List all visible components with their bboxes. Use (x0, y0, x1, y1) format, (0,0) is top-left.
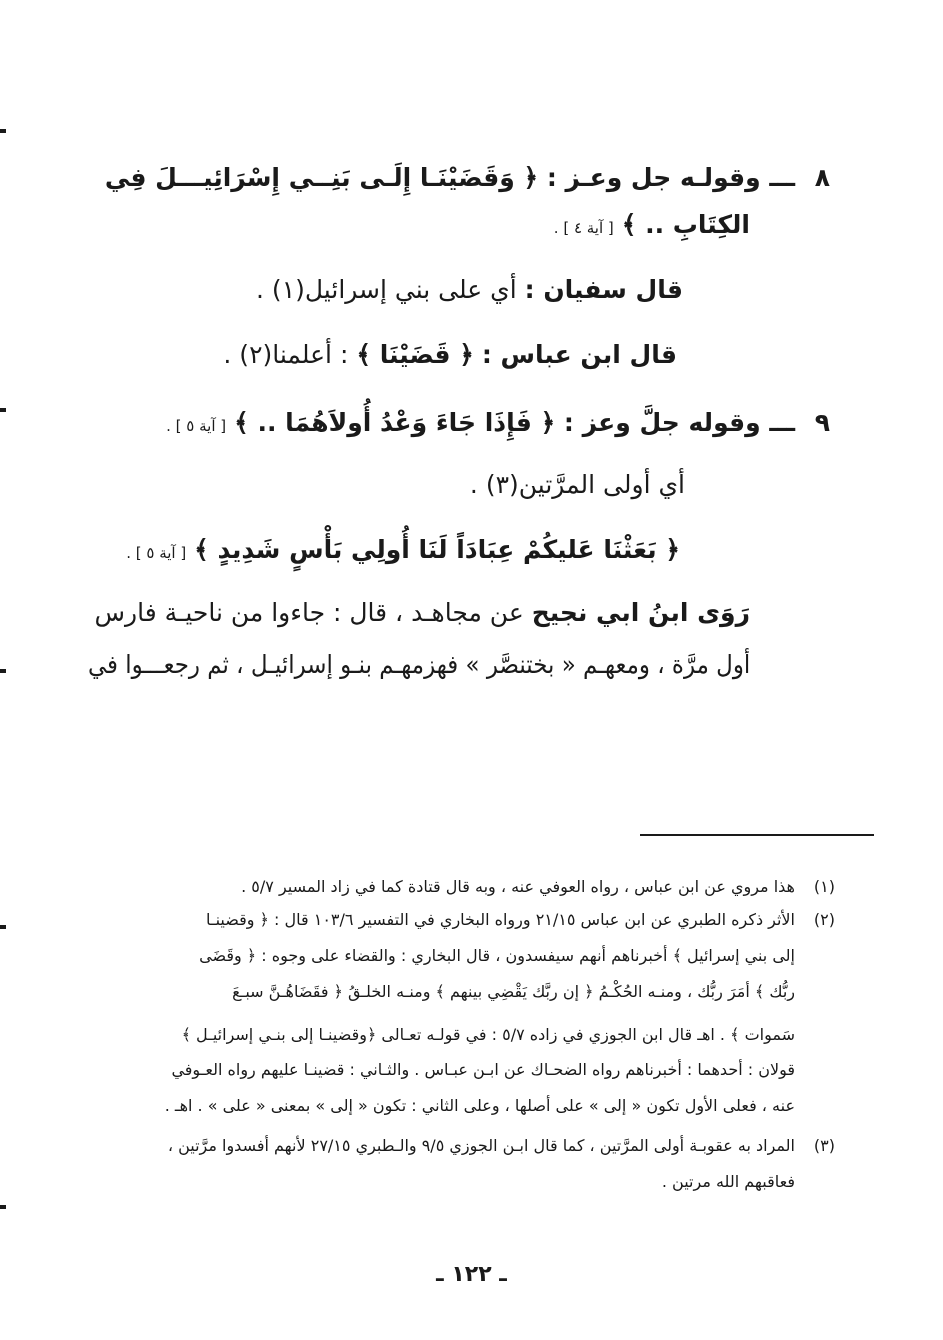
sufyan-line (256, 275, 683, 304)
page-number: ـ ١٢٢ ـ (436, 1262, 507, 1287)
verse-9-text: ـــ وقوله جلَّ وعز : ﴿ فَإِذَا جَاءَ وَعْدُ أُولاَهُمَا .. ﴾ (234, 408, 795, 437)
footnote-1-text: هذا مروي عن ابن عباس ، رواه العوفي عنه ، وبه قال قتادة كما في زاد المسير ٥/٧ . (241, 877, 795, 896)
margin-mark (0, 669, 6, 673)
footnote-2-line-2: إلى بني إسرائيل ﴾ أخبرناهم أنهم سيفسدون ، قال البخاري : والقضاء على وجوه : ﴿ وقَضَى (199, 946, 795, 965)
narration-line-1 (95, 598, 751, 627)
ibn-abbas-label: قال ابن عباس : (481, 340, 677, 369)
verse-5-quote: ﴿ بَعَثْنَا عَليكُمْ عِبَادَاً لَنَا أُولِي بَأْسٍ شَدِيدٍ ﴾ (194, 535, 680, 564)
footnote-2-line-5: قولان : أحدهما : أخبرناهم رواه الضحـاك عن ابـن عبـاس . والثـاني : قضينـا عليهم رواه العـوفي (171, 1060, 795, 1079)
narration-line-2: أول مرَّة ، ومعهـم « بختنصَّر » فهزمهـم بنـو إسرائيـل ، ثم رجعـــوا في (87, 650, 750, 679)
verse-8-line-2 (554, 210, 750, 239)
margin-mark (0, 129, 6, 133)
footnote-3-line-2: فعاقبهم الله مرتين . (661, 1172, 795, 1191)
ibn-abbas-quote: ﴿ قَضَيْنَا ﴾ (356, 340, 474, 369)
footnote-2-line-1: الأثر ذكره الطبري عن ابن عباس ٢١/١٥ ورواه البخاري في التفسير ١٠٣/٦ قال : ﴿ وقضينـا (206, 910, 795, 929)
ibn-abbas-text: : أعلمنا(٢) . (223, 340, 349, 369)
footnote-separator (640, 834, 874, 836)
ibn-abbas-line (223, 340, 677, 369)
margin-mark (0, 1205, 6, 1209)
verse-8-number: ٨ (814, 163, 830, 192)
footnote-2-line-6: عنه ، فعلى الأول تكون « إلى » على أصلها ، وعلى الثاني : تكون « إلى » بمعنى « على » . اهـ . (164, 1096, 795, 1115)
verse-5-line (126, 535, 680, 564)
footnote-2-number: (٢) (813, 910, 835, 929)
narration-text-1: عن مجاهـد ، قال : جاءوا من ناحيـة فارس (94, 598, 524, 627)
verse-9-number: ٩ (814, 408, 830, 437)
footnote-1-number: (١) (813, 877, 835, 896)
sufyan-label: قال سفيان : (524, 275, 683, 304)
margin-mark (0, 925, 6, 929)
footnote-3-line-1: المراد به عقوبـة أولى المرَّتين ، كما قال ابـن الجوزي ٩/٥ والـطبري ٢٧/١٥ لأنهم أفسدوا مرَّتين ، (167, 1136, 795, 1155)
footnote-2-line-4: سَموات ﴾ . اهـ قال ابن الجوزي في زاده ٥/٧ : في قولـه تعـالى ﴿وقضينـا إلى بنـي إسرائيـل ﴾ (181, 1025, 795, 1044)
margin-mark (0, 408, 6, 412)
verse-8-quote-end: الكِتَابِ .. ﴾ (621, 210, 750, 239)
two-times-line: أي أولى المرَّتين(٣) . (469, 470, 685, 499)
verse-9-line (166, 408, 795, 437)
footnote-3-number: (٣) (813, 1136, 835, 1155)
verse-9-reference: [ آية ٥ ] . (166, 417, 227, 435)
footnote-2-line-3: ربُّك ﴾ أمَرَ ربُّك ، ومنـه الحُكْـمُ ﴿ إن ربَّك يَقْضِي بينهم ﴾ ومنـه الخلـقُ ﴿ فقَضَاهُـنَّ سبـعَ (232, 982, 795, 1001)
verse-8-line-1: ـــ وقولـه جل وعـز : ﴿ وَقَضَيْنَـا إِلَـى بَنِــي إِسْرَائِيـــلَ فِي (104, 163, 795, 192)
sufyan-text: أي على بني إسرائيل(١) . (256, 275, 517, 304)
narrator-name: رَوَى ابنُ ابي نجيح (531, 598, 750, 627)
verse-8-reference: [ آية ٤ ] . (553, 219, 614, 237)
verse-5-reference: [ آية ٥ ] . (126, 544, 187, 562)
